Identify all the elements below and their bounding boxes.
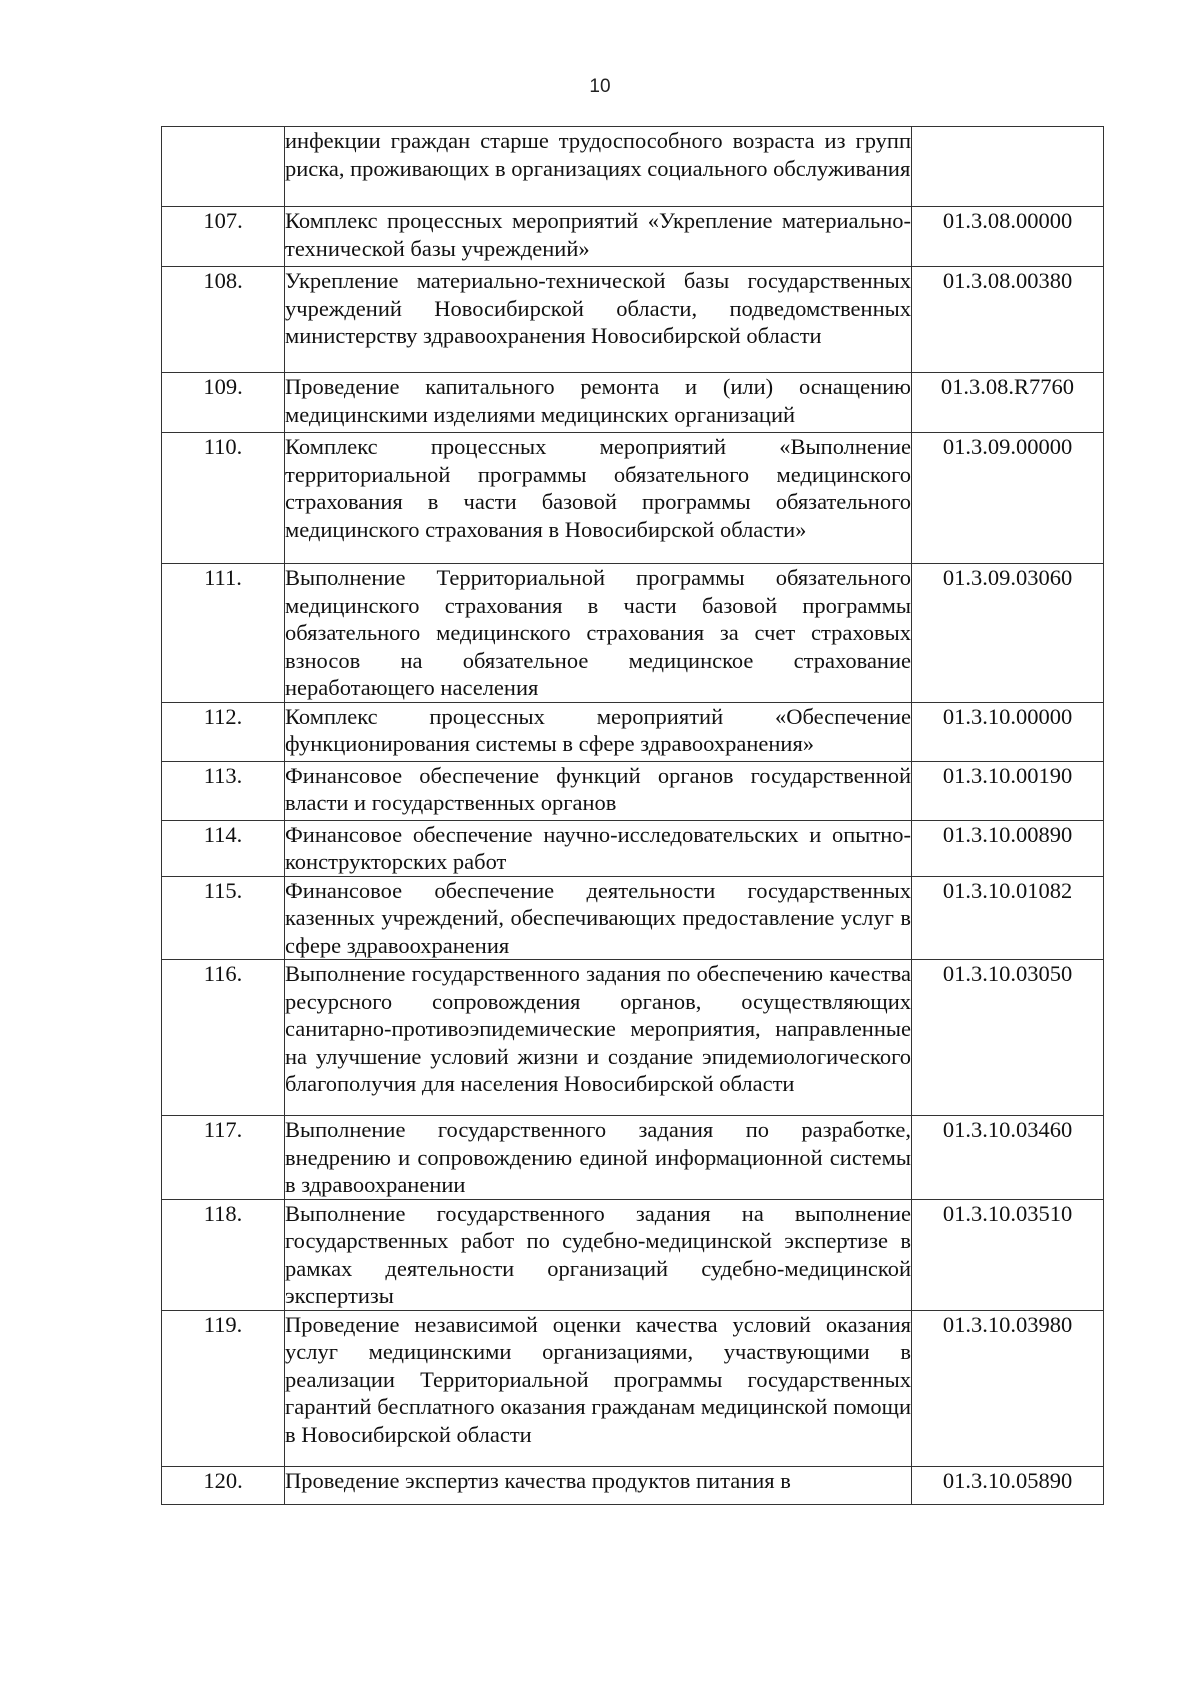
row-name: Укрепление материально-технической базы государственных учреждений Новосибирской области, подведомственных министерству здравоохранения Новосибирской области xyxy=(285,267,912,373)
row-code: 01.3.10.05890 xyxy=(912,1466,1104,1504)
row-code: 01.3.10.00190 xyxy=(912,761,1104,820)
row-name: Комплекс процессных мероприятий «Обеспечение функционирования системы в сфере здравоохранения» xyxy=(285,702,912,761)
row-name: Проведение независимой оценки качества условий оказания услуг медицинскими организациями, участвующими в реализации Территориальной программы государственных гарантий бесплатного оказания гражданам медицинской помощи в Новосибирской области xyxy=(285,1310,912,1466)
row-code: 01.3.10.03050 xyxy=(912,960,1104,1116)
table-row xyxy=(162,960,1104,1116)
row-name: Выполнение государственного задания на выполнение государственных работ по судебно-медицинской экспертизе в рамках деятельности организаций судебно-медицинской экспертизы xyxy=(285,1200,911,1308)
row-name: Финансовое обеспечение функций органов государственной власти и государственных органов xyxy=(285,761,912,820)
table-row xyxy=(162,876,1104,960)
row-code: 01.3.10.00890 xyxy=(912,820,1104,876)
row-name: Выполнение государственного задания по обеспечению качества ресурсного сопровождения органов, осуществляющих санитарно-противоэпидемические мероприятия, направленные на улучшение условий жизни и создание эпидемиологического благополучия для населения Новосибирской области xyxy=(285,960,912,1116)
row-name: Финансовое обеспечение деятельности государственных казенных учреждений, обеспечивающих предоставление услуг в сфере здравоохранения xyxy=(285,877,911,958)
table-row xyxy=(162,1466,1104,1504)
row-number: 110. xyxy=(162,433,285,564)
row-code: 01.3.10.00000 xyxy=(912,702,1104,761)
row-number: 107. xyxy=(162,207,285,267)
row-code: 01.3.09.00000 xyxy=(912,433,1104,564)
row-name: Комплекс процессных мероприятий «Выполнение территориальной программы обязательного медицинского страхования в части базовой программы обязательного медицинского страхования в Новосибирской области» xyxy=(285,433,912,564)
row-code: 01.3.09.03060 xyxy=(912,564,1104,703)
row-name: Выполнение Территориальной программы обязательного медицинского страхования в части базовой программы обязательного медицинского страхования за счет страховых взносов на обязательное медицинское страхование неработающего населения xyxy=(285,565,911,700)
program-table xyxy=(161,126,1104,1505)
row-name: Проведение экспертиз качества продуктов питания в xyxy=(285,1466,912,1504)
page-number: 10 xyxy=(589,76,611,97)
table-row xyxy=(162,820,1104,876)
row-number: 117. xyxy=(162,1116,285,1200)
row-name: Комплекс процессных мероприятий «Укрепление материально-технической базы учреждений» xyxy=(285,207,912,267)
row-name: Проведение капитального ремонта и (или) оснащению медицинскими изделиями медицинских организаций xyxy=(285,373,912,433)
table-row xyxy=(162,1116,1104,1200)
row-code: 01.3.08.R7760 xyxy=(912,373,1104,433)
row-number: 118. xyxy=(162,1199,285,1310)
table-row xyxy=(162,702,1104,761)
row-number: 108. xyxy=(162,267,285,373)
row-code: 01.3.08.00000 xyxy=(912,207,1104,267)
table-row xyxy=(162,127,1104,207)
table-row xyxy=(162,761,1104,820)
row-number: 113. xyxy=(162,761,285,820)
table-row xyxy=(162,564,1104,703)
row-name: инфекции граждан старше трудоспособного возраста из групп риска, проживающих в организациях социального обслуживания xyxy=(285,127,912,207)
table-row xyxy=(162,267,1104,373)
row-code: 01.3.08.00380 xyxy=(912,267,1104,373)
row-number: 109. xyxy=(162,373,285,433)
table-row xyxy=(162,207,1104,267)
table-row xyxy=(162,1199,1104,1310)
row-number: 119. xyxy=(162,1310,285,1466)
row-code xyxy=(912,127,1104,207)
row-code: 01.3.10.03510 xyxy=(912,1199,1104,1310)
row-name: Финансовое обеспечение научно-исследовательских и опытно-конструкторских работ xyxy=(285,821,911,874)
table-row xyxy=(162,1310,1104,1466)
table-row xyxy=(162,373,1104,433)
row-number: 114. xyxy=(162,820,285,876)
row-number: 111. xyxy=(162,564,285,703)
row-number: 116. xyxy=(162,960,285,1116)
row-number: 120. xyxy=(162,1466,285,1504)
row-number xyxy=(162,127,285,207)
row-code: 01.3.10.01082 xyxy=(912,876,1104,960)
row-code: 01.3.10.03980 xyxy=(912,1310,1104,1466)
row-name: Выполнение государственного задания по разработке, внедрению и сопровождению единой информационной системы в здравоохранении xyxy=(285,1117,911,1197)
table-row xyxy=(162,433,1104,564)
row-number: 115. xyxy=(162,876,285,960)
row-code: 01.3.10.03460 xyxy=(912,1116,1104,1200)
row-number: 112. xyxy=(162,702,285,761)
